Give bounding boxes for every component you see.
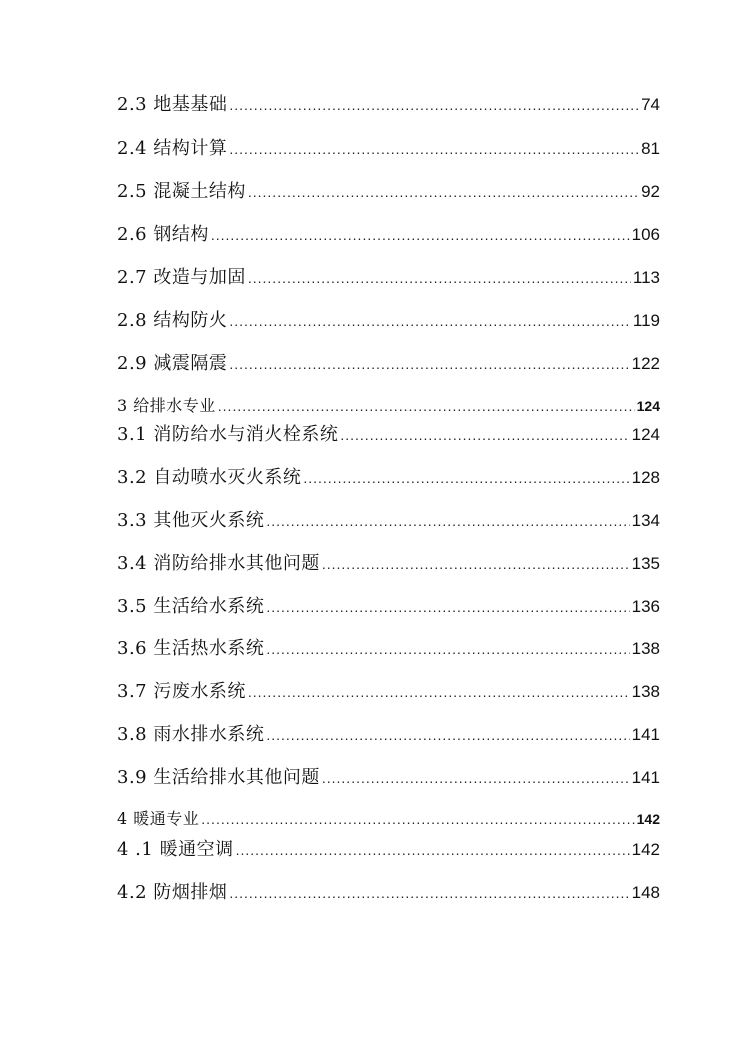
toc-dot-leader (340, 423, 629, 447)
toc-entry[interactable] (117, 309, 660, 333)
toc-entry[interactable] (117, 838, 660, 862)
toc-dot-leader (229, 93, 639, 117)
toc-entry-title: 4.2 防烟排烟 (117, 882, 228, 903)
toc-entry[interactable] (117, 180, 660, 204)
toc-page-number: 138 (631, 682, 660, 701)
toc-entry[interactable] (117, 552, 660, 576)
toc-entry[interactable] (117, 637, 660, 661)
toc-page-number: 138 (631, 639, 660, 658)
toc-entry[interactable] (117, 223, 660, 247)
toc-entry-title: 2.9 减震隔震 (117, 353, 228, 374)
toc-entry[interactable] (117, 352, 660, 376)
toc-entry-title: 2.6 钢结构 (117, 224, 209, 245)
toc-entry-title: 3.3 其他灭火系统 (117, 510, 265, 531)
toc-entry[interactable] (117, 93, 660, 117)
toc-page-number: 124 (636, 398, 660, 414)
toc-page-number: 113 (632, 268, 660, 287)
toc-page-number: 119 (632, 311, 660, 330)
toc-entry[interactable] (117, 680, 660, 704)
toc-dot-leader (229, 137, 639, 161)
toc-entry[interactable] (117, 723, 660, 747)
toc-dot-leader (229, 881, 629, 905)
toc-entry[interactable] (117, 766, 660, 790)
toc-dot-leader (236, 838, 630, 862)
toc-page-number: 142 (636, 811, 660, 827)
toc-entry-title: 3 给排水专业 (117, 396, 216, 415)
toc-entry-title: 3.2 自动喷水灭火系统 (117, 467, 302, 488)
toc-page-number: 136 (631, 597, 660, 616)
toc-entry[interactable] (117, 595, 660, 619)
toc-page-number: 128 (631, 468, 660, 487)
toc-dot-leader (248, 180, 639, 204)
toc-entry-title: 3.6 生活热水系统 (117, 638, 265, 659)
toc-dot-leader (248, 680, 630, 704)
toc-dot-leader (266, 509, 629, 533)
toc-dot-leader (266, 595, 629, 619)
toc-entry-title: 3.8 雨水排水系统 (117, 724, 265, 745)
toc-dot-leader (303, 466, 629, 490)
toc-page-number: 124 (631, 425, 660, 444)
toc-dot-leader (266, 723, 629, 747)
toc-page-number: 74 (641, 95, 660, 114)
toc-section-heading[interactable] (117, 809, 660, 829)
toc-entry-title: 2.3 地基基础 (117, 94, 228, 115)
toc-entry-title: 2.7 改造与加固 (117, 267, 246, 288)
toc-entry[interactable] (117, 881, 660, 905)
toc-dot-leader (266, 637, 629, 661)
toc-dot-leader (201, 809, 634, 829)
toc-page-number: 92 (641, 182, 660, 201)
toc-entry-title: 3.7 污废水系统 (117, 681, 246, 702)
toc-dot-leader (229, 352, 629, 376)
toc-entry[interactable] (117, 266, 660, 290)
toc-dot-leader (218, 396, 635, 416)
toc-entry-title: 3.1 消防给水与消火栓系统 (117, 424, 339, 445)
toc-entry-title: 3.9 生活给排水其他问题 (117, 767, 320, 788)
toc-entry-title: 3.4 消防给排水其他问题 (117, 553, 320, 574)
toc-dot-leader (248, 266, 631, 290)
toc-dot-leader (322, 766, 630, 790)
toc-entry-title: 2.8 结构防火 (117, 310, 228, 331)
toc-entry-title: 2.4 结构计算 (117, 138, 228, 159)
toc-entry-title: 3.5 生活给水系统 (117, 596, 265, 617)
toc-page-number: 141 (631, 725, 660, 744)
toc-page-number: 135 (631, 554, 660, 573)
toc-entry[interactable] (117, 466, 660, 490)
toc-entry-title: 4 .1 暖通空调 (117, 839, 234, 860)
toc-page-number: 142 (631, 840, 660, 859)
toc-page-number: 141 (631, 768, 660, 787)
toc-entry-title: 4 暖通专业 (117, 809, 200, 828)
table-of-contents (117, 0, 660, 1053)
toc-page-number: 106 (631, 225, 660, 244)
toc-entry[interactable] (117, 137, 660, 161)
toc-section-heading[interactable] (117, 396, 660, 416)
toc-entry[interactable] (117, 509, 660, 533)
toc-dot-leader (322, 552, 630, 576)
toc-dot-leader (229, 309, 631, 333)
toc-page-number: 148 (631, 883, 660, 902)
toc-page-number: 122 (631, 354, 660, 373)
toc-page-number: 81 (641, 139, 660, 158)
toc-entry-title: 2.5 混凝土结构 (117, 181, 246, 202)
toc-dot-leader (211, 223, 630, 247)
toc-page-number: 134 (631, 511, 660, 530)
toc-entry[interactable] (117, 423, 660, 447)
